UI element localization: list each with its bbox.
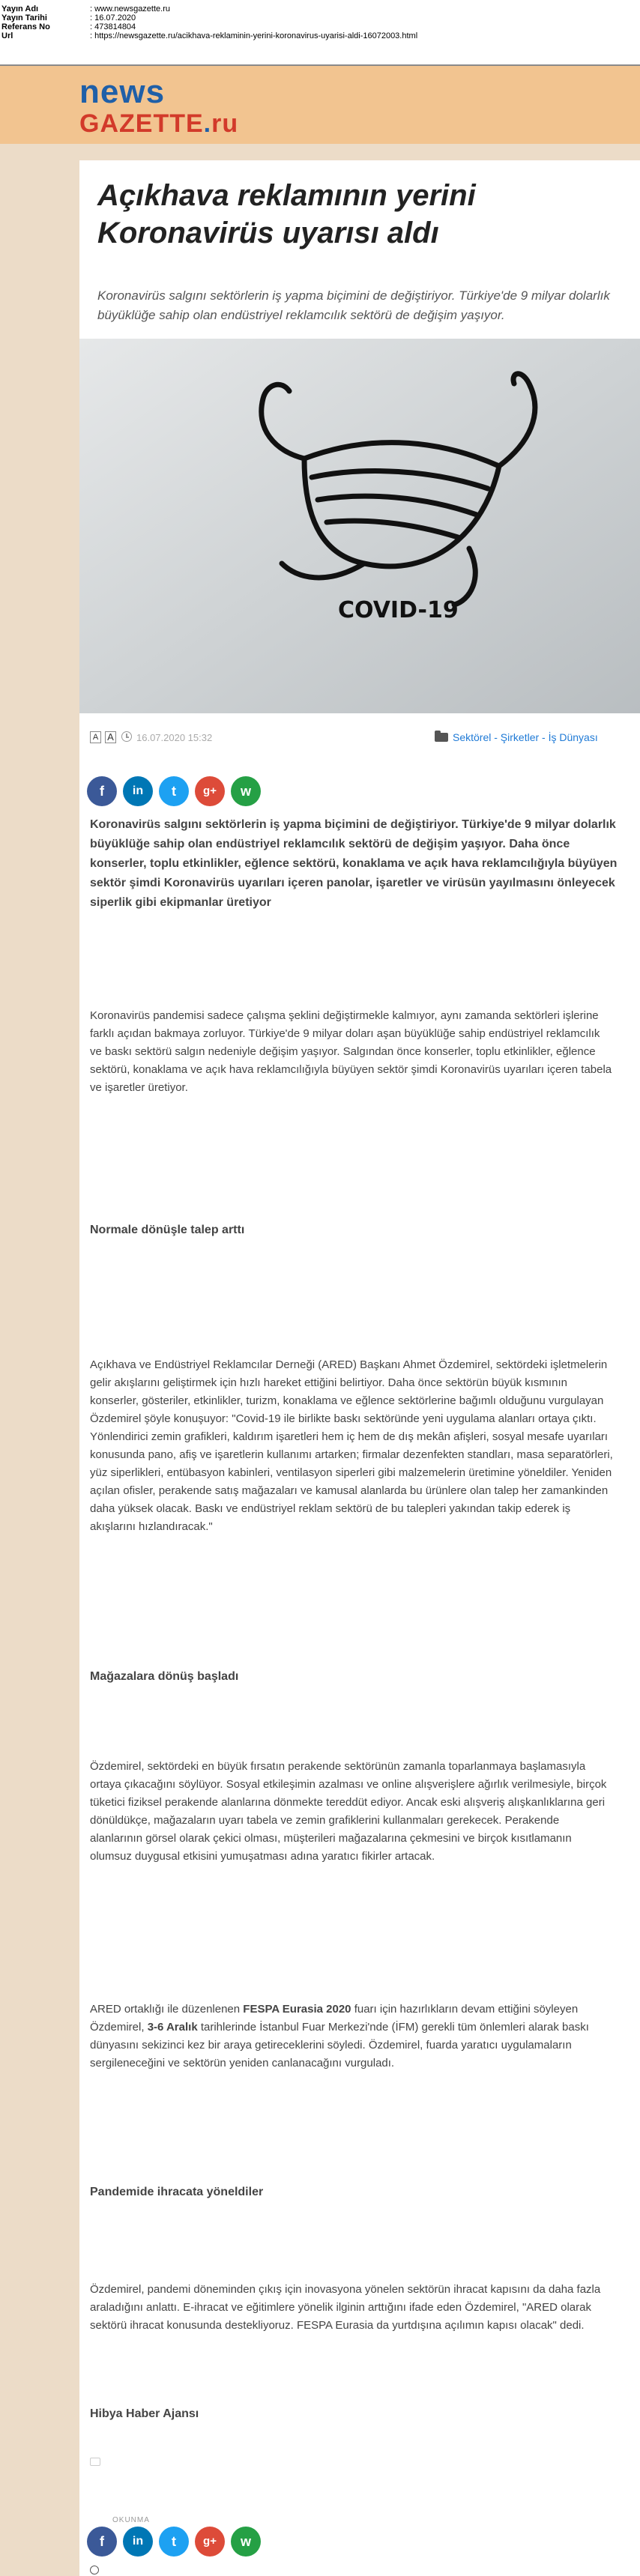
article-container — [79, 160, 640, 2576]
read-count-label: OKUNMA — [112, 2516, 150, 2524]
event-name: FESPA Eurasia 2020 — [243, 2003, 351, 2016]
article-source: Hibya Haber Ajansı — [90, 2407, 199, 2420]
clock-icon — [121, 731, 132, 742]
article-paragraph — [90, 2001, 615, 2072]
googleplus-share-button[interactable]: g+ — [195, 2527, 225, 2557]
article-paragraph: Açıkhava ve Endüstriyel Reklamcılar Derneği (ARED) Başkanı Ahmet Özdemirel, sektördeki işletmelerin gelir akışlarını geliştirmek için hızlı hareket ettiğini belirtiyor. Daha önce sektörün büyük kısmının konserler, gösteriler, etkinlikler, turizm, konaklama ve eğlence sektörlerine bağımlı olduğunu vurgulayan Özdemirel şöyle konuşuyor: "Covid-19 ile birlikte baskı sektöründe yeni uygulama alanları ortaya çıktı. Yönlendirici zemin grafikleri, kaldırım işaretleri hem iç hem de dış mekân afişleri, sosyal mesafe uyarıları konusunda pano, afiş ve işaretlerin kullanımı artarken; firmalar dezenfekten standları, masa separatörleri, yüz siperlikleri, entübasyon kabinleri, ventilasyon siperleri gibi malzemelerin üretimine yöneldiler. Yeniden açılan ofisler, perakende satış mağazaları ve kamusal alanlarda bu ürünlere olan talep her zamankinden daha yüksek olacak. Baskı ve endüstriyel reklam sektörü de bu talepleri yakından takip ederek iş akışlarını hızlandıracak." — [90, 1358, 613, 1533]
comment-icon[interactable] — [90, 2458, 100, 2466]
meta-value: : 473814804 — [90, 22, 136, 31]
category-links[interactable]: Sektörel - Şirketler - İş Dünyası — [453, 731, 598, 743]
googleplus-share-button[interactable]: g+ — [195, 776, 225, 806]
font-increase-button[interactable]: A — [105, 731, 116, 743]
site-header — [0, 64, 640, 144]
logo-tld: ru — [211, 109, 239, 138]
whatsapp-share-button[interactable]: w — [231, 2527, 261, 2557]
share-bar-top — [87, 776, 282, 808]
text-run: fuarı için hazırlıkların devam ettiğini söyleyen Özdemirel, — [90, 2003, 579, 2034]
article-subheading: Pandemide ihracata yöneldiler — [90, 2186, 264, 2198]
whatsapp-share-button[interactable]: w — [231, 776, 261, 806]
article-summary: Koronavirüs salgını sektörlerin iş yapma biçimini de değiştiriyor. Türkiye'de 9 milyar dolarlık büyüklüğe sahip olan endüstriyel reklamcılık sektörü de değişim yaşıyor. — [97, 288, 610, 322]
article-title: Açıkhava reklamının yerini Koronavirüs uyarısı aldı — [97, 179, 476, 250]
linkedin-share-button[interactable]: in — [123, 776, 153, 806]
text-run: tarihlerinde İstanbul Fuar Merkezi'nde (İFM) gerekli tüm önlemleri alarak baskı dünyasını sekizinci kez bir araya getireceklerini söyledi. Özdemirel, fuarda yaratıcı uygulamaların sergileneceğini ve sektörün yeniden canlanacağını vurguladı. — [90, 2021, 589, 2069]
meta-key: Yayın Adı — [1, 4, 39, 13]
mask-graffiti-illustration — [79, 339, 640, 713]
article-subheading: Mağazalara dönüş başladı — [90, 1670, 239, 1683]
article-paragraph: Koronavirüs pandemisi sadece çalışma şeklini değiştirmekle kalmıyor, aynı zamanda sektörleri işlerine farklı açıdan bakmaya zorluyor. Türkiye'de 9 milyar doları aşan büyüklüğe sahip endüstriyel reklamcılık ve baskı sektörü salgın nedeniyle değişim yaşıyor. Salgından önce konserler, toplu etkinlikler, eğlence sektörü, konaklama ve açık hava reklamcılığıyla büyüyen sektör şimdi Koronavirüs uyarıları içeren tabela ve işaretler üretiyor. — [90, 1009, 612, 1094]
archive-metadata — [0, 0, 640, 64]
site-logo-gazette[interactable] — [79, 109, 238, 138]
article-paragraph: Özdemirel, pandemi döneminden çıkış için inovasyona yönelen sektörün ihracat kapısını da daha fazla araladığını anlattı. E-ihracat ve eğitimlere yönelik ilginin arttığını ifade eden Özdemirel, "ARED olarak sektörü ihracat konusunda destekliyoruz. FESPA Eurasia da yurtdışına açılımın kapısı olacak" dedi. — [90, 2283, 601, 2332]
meta-value: : www.newsgazette.ru — [90, 4, 170, 13]
meta-key: Referans No — [1, 22, 50, 31]
facebook-share-button[interactable]: f — [87, 776, 117, 806]
meta-value[interactable]: : https://newsgazette.ru/acikhava-reklaminin-yerini-koronavirus-uyarisi-aldi-16072003.html — [90, 31, 418, 40]
twitter-share-button[interactable]: t — [159, 2527, 189, 2557]
meta-key: Yayın Tarihi — [1, 13, 47, 22]
linkedin-share-button[interactable]: in — [123, 2527, 153, 2557]
logo-word: GAZETTE — [79, 109, 204, 138]
meta-key: Url — [1, 31, 13, 40]
covid-text: COVID-19 — [338, 597, 459, 623]
facebook-share-button[interactable]: f — [87, 2527, 117, 2557]
article-subheading: Normale dönüşle talep arttı — [90, 1224, 245, 1236]
article-paragraph: Özdemirel, sektördeki en büyük fırsatın perakende sektörünün zamanla toparlanmaya başlamasıyla ortaya çıkacağını söylüyor. Sosyal etkileşimin azalması ve online alışverişlere ağırlık verilmesiyle, birçok tüketici fiziksel perakende alanlarına dönmekte tereddüt ediyor. Ancak eski alışveriş alışkanlıklarına geri dönüldükçe, mağazaların uyarı tabela ve zemin grafiklerini kullanmaları gerekecek. Perakende alanlarının görsel olarak çekici olması, müşterileri mağazalarına çekmesini ve birçok kısıtlamanın olumsuz duygusal etkisini yumuşatması adına yaratıcı fikirler artacak. — [90, 1760, 607, 1863]
meta-value: : 16.07.2020 — [90, 13, 136, 22]
share-bar-bottom — [87, 2527, 282, 2558]
article-image — [79, 339, 640, 713]
font-decrease-button[interactable]: A — [90, 731, 101, 743]
article-toolbar — [90, 727, 630, 749]
site-logo-news[interactable]: news — [79, 73, 166, 110]
text-run: ARED ortaklığı ile düzenlenen — [90, 2003, 244, 2016]
twitter-share-button[interactable]: t — [159, 776, 189, 806]
folder-icon — [435, 733, 448, 742]
logo-dot: . — [203, 109, 212, 138]
article-lead: Koronavirüs salgını sektörlerin iş yapma biçimini de değiştiriyor. Türkiye'de 9 milyar dolarlık büyüklüğe sahip olan endüstriyel reklamcılık sektörü de değişim yaşıyor. Daha önce konserler, toplu etkinlikler, eğlence sektörü, konaklama ve açık hava reklamcılığıyla büyüyen sektör şimdi Koronavirüs uyarıları içeren panolar, işaretler ve virüsün yayılmasını önleyecek siperlik gibi ekipmanlar üretiyor — [90, 818, 618, 909]
event-dates: 3-6 Aralık — [147, 2021, 198, 2034]
publish-date: 16.07.2020 15:32 — [136, 732, 213, 743]
clock-icon — [90, 2566, 99, 2575]
